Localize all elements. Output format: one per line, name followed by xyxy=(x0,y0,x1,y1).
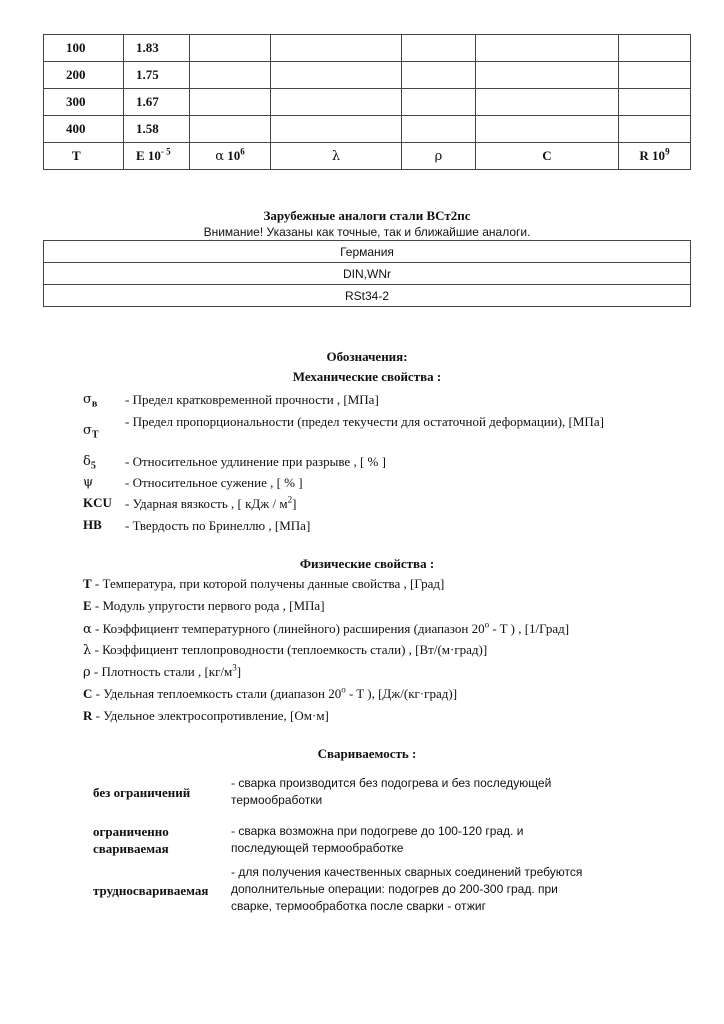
legend-item xyxy=(83,576,444,592)
header-alpha-symbol: α xyxy=(215,149,225,164)
legend-sup: 2 xyxy=(287,494,293,505)
legend-item xyxy=(83,621,569,637)
legend-text: - Относительное удлинение при разрыве , [ % ] xyxy=(125,454,386,469)
weld-desc-line: последующей термообработке xyxy=(231,841,404,855)
symbol-sub: в xyxy=(91,398,98,410)
legend-sup: o xyxy=(484,619,490,630)
legend-text: - Удельное электросопротивление, [Ом·м] xyxy=(92,708,329,723)
header-r xyxy=(619,143,691,170)
legend-item xyxy=(83,664,241,680)
weld-desc-line: - сварка возможна при подогреве до 100-120 град. и xyxy=(231,824,524,838)
table-header-row xyxy=(44,143,691,170)
physical-properties-table xyxy=(43,34,691,170)
modulus-cell: 1.75 xyxy=(124,62,190,89)
legend-text: - Температура, при которой получены данные свойства , [Град] xyxy=(91,576,445,591)
legend-text: - Предел пропорциональности (предел текучести для остаточной деформации), [МПа] xyxy=(125,414,604,429)
temp-cell: 100 xyxy=(44,35,124,62)
table-row xyxy=(44,62,691,89)
alpha-symbol: α xyxy=(83,622,92,637)
table-row xyxy=(44,116,691,143)
legend-item xyxy=(83,391,645,408)
hb-symbol: HB xyxy=(83,517,102,532)
e-symbol: E xyxy=(83,598,92,613)
legend-text: - Модуль упругости первого рода , [МПа] xyxy=(91,598,325,613)
legend-tail: - T ) , [1/Град] xyxy=(489,621,570,636)
weld-term-line: свариваемая xyxy=(93,841,169,856)
header-alpha xyxy=(190,143,271,170)
legend-item xyxy=(83,474,645,491)
symbol-sub: 5 xyxy=(90,460,96,472)
header-lambda-symbol: λ xyxy=(331,149,341,164)
analogs-notice: Внимание! Указаны как точные, так и ближайшие аналоги. xyxy=(203,225,531,239)
header-e xyxy=(124,143,190,170)
weld-term xyxy=(93,823,169,857)
analog-standard: DIN,WNr xyxy=(44,263,691,285)
weld-desc-line: - сварка производится без подогрева и без последующей xyxy=(231,776,552,790)
legend-item xyxy=(83,708,329,724)
analogs-title: Зарубежные аналоги стали ВСт2пс xyxy=(263,208,471,223)
header-c: C xyxy=(476,143,619,170)
legend-text: - Твердость по Бринеллю , [МПа] xyxy=(125,518,311,533)
legend-item xyxy=(83,686,457,702)
header-t: T xyxy=(44,143,124,170)
temp-cell: 300 xyxy=(44,89,124,116)
header-lambda xyxy=(271,143,402,170)
kcu-symbol: KCU xyxy=(83,495,112,510)
lambda-symbol: λ xyxy=(83,643,92,658)
weld-description xyxy=(231,823,523,857)
legend-item xyxy=(83,642,487,658)
table-row xyxy=(44,89,691,116)
legend-title: Обозначения: xyxy=(326,349,408,364)
table-row xyxy=(44,263,691,285)
modulus-cell: 1.67 xyxy=(124,89,190,116)
legend-sup: 3 xyxy=(232,662,237,673)
legend-tail: - T ), [Дж/(кг·град)] xyxy=(345,686,458,701)
header-e-exp: - 5 xyxy=(160,146,171,157)
modulus-cell: 1.83 xyxy=(124,35,190,62)
analog-grade: RSt34-2 xyxy=(44,285,691,307)
header-rho xyxy=(402,143,476,170)
r-symbol: R xyxy=(83,708,93,723)
temp-cell: 200 xyxy=(44,62,124,89)
weldability-title: Свариваемость : xyxy=(317,746,417,761)
psi-symbol: ψ xyxy=(83,475,94,490)
symbol-sub: T xyxy=(91,429,99,441)
table-row xyxy=(44,285,691,307)
header-rho-symbol: ρ xyxy=(434,149,443,164)
weld-term: трудносвариваемая xyxy=(93,883,209,898)
legend-tail: ] xyxy=(292,496,297,511)
weld-desc-line: сварке, термообработка после сварки - отжиг xyxy=(231,899,486,913)
weld-description xyxy=(231,864,582,915)
header-e-label: E 10 xyxy=(136,148,161,163)
table-row xyxy=(44,241,691,263)
weld-term: без ограничений xyxy=(93,785,191,800)
temp-cell: 400 xyxy=(44,116,124,143)
legend-text: - Удельная теплоемкость стали (диапазон 20 xyxy=(92,686,342,701)
weld-description xyxy=(231,775,551,809)
weld-term-line: ограниченно xyxy=(93,824,169,839)
legend-sup: o xyxy=(341,684,346,695)
analog-country: Германия xyxy=(44,241,691,263)
table-row xyxy=(44,35,691,62)
legend-text: - Предел кратковременной прочности , [МПа] xyxy=(125,392,379,407)
legend-text: - Относительное сужение , [ % ] xyxy=(125,475,303,490)
legend-text: - Ударная вязкость , [ кДж / м xyxy=(125,496,288,511)
header-alpha-label: 10 xyxy=(227,148,241,163)
c-symbol: C xyxy=(83,686,93,701)
legend-tail: ] xyxy=(236,664,242,679)
legend-item xyxy=(83,495,645,512)
modulus-cell: 1.58 xyxy=(124,116,190,143)
legend-item xyxy=(83,598,325,614)
header-r-exp: 9 xyxy=(665,146,670,157)
legend-item xyxy=(83,413,645,441)
sigma-b-symbol: σ xyxy=(83,392,92,407)
legend-item xyxy=(83,517,645,534)
legend-item xyxy=(83,453,645,470)
mech-title: Механические свойства : xyxy=(292,369,442,384)
weld-desc-line: - для получения качественных сварных соединений требуются xyxy=(231,865,583,879)
rho-symbol: ρ xyxy=(83,665,91,680)
weld-desc-line: термообработки xyxy=(231,793,323,807)
sigma-t-symbol: σ xyxy=(83,423,92,438)
weld-desc-line: дополнительные операции: подогрев до 200-300 град. при xyxy=(231,882,558,896)
header-alpha-exp: 6 xyxy=(240,146,245,157)
header-r-label: R 10 xyxy=(639,148,666,163)
phys-title: Физические свойства : xyxy=(299,556,435,571)
analogs-table xyxy=(43,240,691,307)
delta-symbol: δ xyxy=(83,454,91,469)
legend-text: - Коэффициент теплопроводности (теплоемкость стали) , [Вт/(м·град)] xyxy=(91,642,488,657)
t-symbol: T xyxy=(83,576,92,591)
legend-text: - Коэффициент температурного (линейного) расширения (диапазон 20 xyxy=(91,621,485,636)
legend-text: - Плотность стали , [кг/м xyxy=(90,664,233,679)
